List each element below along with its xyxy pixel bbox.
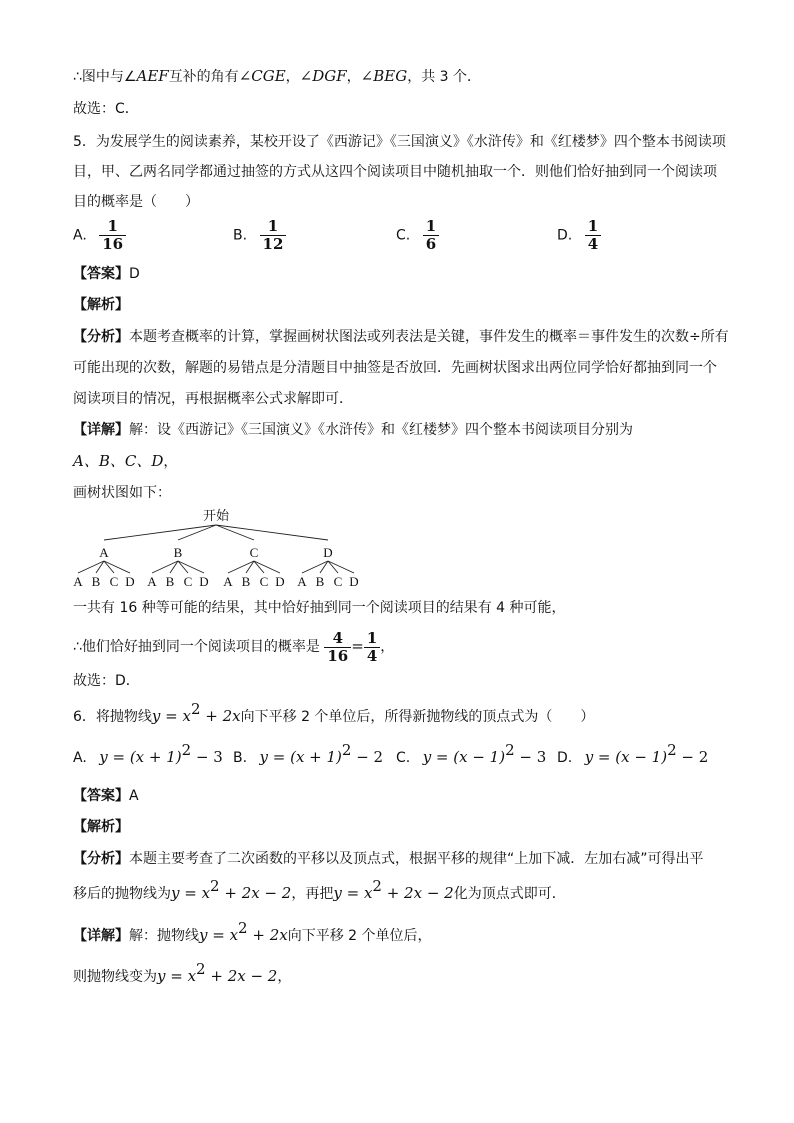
xiangjie-tag: 【详解】 — [73, 928, 129, 944]
q6-fenxi-2 — [73, 877, 566, 904]
equation: − 3 — [514, 748, 547, 766]
tree-edges — [78, 525, 354, 573]
option-label: A. — [73, 750, 87, 766]
text: 化为顶点式即可． — [453, 886, 566, 902]
separator: ， — [346, 69, 361, 85]
q6-xiangjie — [73, 919, 432, 946]
option-label: C. — [396, 227, 411, 244]
tree-leaf: D — [199, 574, 209, 589]
tree-leaf: D — [275, 574, 285, 589]
option-label: A. — [73, 227, 87, 244]
denominator: 4 — [364, 647, 380, 665]
text: ， — [277, 969, 292, 985]
equation: y = x — [199, 926, 239, 944]
fraction — [99, 218, 126, 253]
q5-answer — [73, 264, 140, 284]
tree-leaf: A — [223, 574, 233, 589]
text: 向下平移 2 个单位后，所得新抛物线的顶点式为（ ） — [240, 709, 595, 725]
tree-leaf: C — [333, 574, 343, 589]
q6-option-c — [396, 741, 547, 766]
exponent: 2 — [181, 741, 192, 759]
q5-letters — [73, 451, 177, 472]
exponent: 2 — [238, 919, 248, 937]
tree-leaf: B — [315, 574, 325, 589]
text: ∴图中与 — [73, 69, 124, 85]
equation: y = (x + 1) — [259, 748, 342, 766]
q5-stem-2: 目，甲、乙两名同学都通过抽签的方式从这四个阅读项目中随机抽取一个．则他们恰好抽到同一个阅读项 — [73, 164, 717, 180]
exponent: 2 — [190, 700, 201, 718]
text: ， — [163, 454, 178, 470]
tree-leaf: A — [147, 574, 157, 589]
text: 向下平移 2 个单位后， — [287, 928, 432, 944]
equals: = — [351, 637, 364, 655]
equation: + 2x — [247, 926, 288, 944]
numerator: 1 — [366, 628, 378, 647]
fraction — [364, 630, 380, 665]
equation: + 2x − 2 — [381, 884, 454, 902]
q5-fenxi-3: 阅读项目的情况，再根据概率公式求解即可． — [73, 391, 353, 407]
fraction — [585, 218, 601, 253]
fraction — [260, 218, 287, 253]
q6-last — [73, 960, 292, 987]
numerator: 1 — [425, 217, 437, 235]
q5-stem-1: 5．为发展学生的阅读素养，某校开设了《西游记》《三国演义》《水浒传》和《红楼梦》四个整本书阅读项 — [73, 134, 726, 150]
text: 移后的抛物线为 — [73, 886, 171, 902]
tree-leaf: B — [165, 574, 175, 589]
q5-option-d — [557, 218, 601, 253]
equation: − 2 — [676, 748, 709, 766]
text: ， — [380, 639, 395, 655]
equation: y = (x − 1) — [422, 748, 506, 766]
numerator: 1 — [587, 217, 599, 235]
q6-option-a — [73, 741, 223, 766]
project-letters: A、B、C、D — [73, 452, 164, 470]
exponent: 2 — [341, 741, 352, 759]
q5-option-b — [233, 218, 286, 253]
text: 本题考查概率的计算，掌握画树状图法或列表法是关键，事件发生的概率＝事件发生的次数÷所有 — [129, 329, 729, 345]
option-label: B. — [233, 750, 248, 766]
exponent: 2 — [667, 741, 677, 759]
equation: + 2x — [200, 707, 241, 725]
q6-answer — [73, 786, 139, 806]
tree-leaf: D — [125, 574, 135, 589]
equation: y = x — [157, 967, 197, 985]
option-label: D. — [557, 750, 573, 766]
tree-leaf: C — [183, 574, 193, 589]
answer-value: A — [129, 788, 139, 804]
q5-option-a — [73, 218, 126, 253]
complement-angles-line — [73, 66, 481, 87]
text: 互补的角有 — [168, 69, 239, 85]
q6-analysis-tag: 【解析】 — [73, 819, 129, 835]
q6-option-b — [233, 741, 384, 766]
angle-symbol: ∠ — [123, 69, 137, 85]
numerator: 1 — [267, 217, 279, 235]
text: ，共 3 个． — [407, 69, 482, 85]
equation: − 3 — [191, 748, 223, 766]
q5-choose: 故选：D． — [73, 673, 140, 689]
denominator: 6 — [423, 235, 439, 253]
option-label: B. — [233, 227, 248, 244]
tree-node-c: C — [249, 545, 259, 560]
answer-value: D — [129, 266, 140, 282]
fenxi-tag: 【分析】 — [73, 329, 129, 345]
denominator: 16 — [99, 235, 126, 253]
q6-stem — [73, 700, 595, 727]
angle-beg: ∠BEG — [360, 67, 408, 85]
q6-option-d — [557, 741, 709, 766]
tree-leaf: C — [259, 574, 269, 589]
fraction — [423, 218, 439, 253]
numerator: 4 — [332, 628, 344, 647]
equation: + 2x − 2 — [205, 967, 278, 985]
q5-analysis-tag: 【解析】 — [73, 297, 129, 313]
q6-fenxi-1 — [73, 849, 704, 869]
text: ，再把 — [291, 886, 334, 902]
angle-dgf: ∠DGF — [299, 67, 347, 85]
fenxi-tag: 【分析】 — [73, 851, 129, 867]
choose-line-prev: 故选：C． — [73, 101, 139, 117]
denominator: 12 — [260, 235, 287, 253]
exponent: 2 — [210, 877, 220, 895]
tree-leaf: A — [297, 574, 307, 589]
exponent: 2 — [196, 960, 206, 978]
exponent: 2 — [372, 877, 382, 895]
option-label: C. — [396, 750, 411, 766]
denominator: 16 — [324, 647, 351, 665]
equation: y = (x − 1) — [584, 748, 668, 766]
tree-node-d: D — [323, 545, 333, 560]
q5-tree-intro: 画树状图如下： — [73, 485, 171, 501]
tree-leaf: B — [241, 574, 251, 589]
q5-xiangjie-1 — [73, 420, 633, 440]
answer-tag: 【答案】 — [73, 266, 129, 282]
q5-stem-3: 目的概率是（ ） — [73, 194, 199, 210]
equation: y = x — [333, 884, 373, 902]
q5-fenxi-2: 可能出现的次数，解题的易错点是分清题目中抽签是否放回．先画树状图求出两位同学恰好都抽到同一个 — [73, 360, 717, 376]
xiangjie-tag: 【详解】 — [73, 422, 129, 438]
tree-leaf: A — [73, 574, 83, 589]
tree-diagram — [68, 506, 368, 590]
equation: − 2 — [351, 748, 384, 766]
option-label: D. — [557, 227, 573, 244]
text: 6．将抛物线 — [73, 709, 152, 725]
tree-node-b: B — [173, 545, 183, 560]
q5-option-c — [396, 218, 439, 253]
tree-node-a: A — [99, 545, 109, 560]
exponent: 2 — [505, 741, 515, 759]
tree-leaf: C — [109, 574, 119, 589]
angle-cge: ∠CGE — [238, 67, 286, 85]
equation: y = x — [171, 884, 211, 902]
equation: y = x — [151, 707, 191, 725]
answer-tag: 【答案】 — [73, 788, 129, 804]
q5-fenxi-1 — [73, 327, 729, 347]
text: ∴他们恰好抽到同一个阅读项目的概率是 — [73, 639, 320, 655]
tree-leaf: D — [349, 574, 359, 589]
equation: y = (x + 1) — [99, 748, 182, 766]
separator: ， — [285, 69, 300, 85]
q5-result-1: 一共有 16 种等可能的结果，其中恰好抽到同一个阅读项目的结果有 4 种可能， — [73, 600, 566, 616]
denominator: 4 — [585, 235, 601, 253]
tree-leaf: B — [91, 574, 101, 589]
numerator: 1 — [107, 217, 118, 235]
q5-result-2 — [73, 626, 394, 667]
text: 解：设《西游记》《三国演义》《水浒传》和《红楼梦》四个整本书阅读项目分别为 — [129, 422, 633, 438]
fraction — [324, 630, 351, 665]
equation: + 2x − 2 — [219, 884, 292, 902]
angle-aef: AEF — [136, 67, 169, 85]
text: 解：抛物线 — [129, 928, 199, 944]
text: 则抛物线变为 — [73, 969, 157, 985]
tree-root: 开始 — [202, 509, 230, 524]
text: 本题主要考查了二次函数的平移以及顶点式，根据平移的规律“上加下减．左加右减”可得出平 — [129, 851, 704, 867]
